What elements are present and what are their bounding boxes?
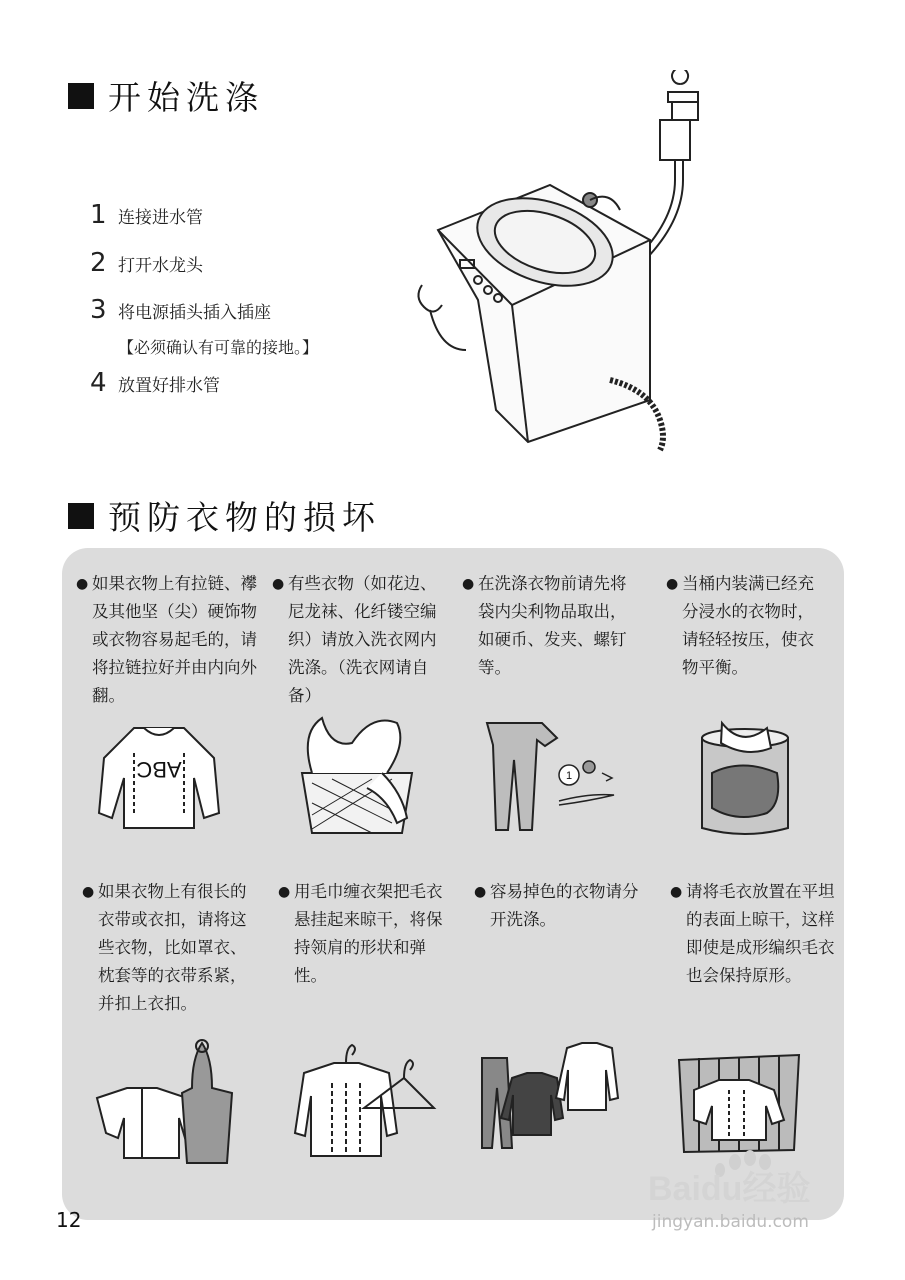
- sweater-letters: ABC: [136, 757, 182, 782]
- jacket-apron-illustration: [77, 1038, 247, 1168]
- tub-press-illustration: [692, 713, 802, 838]
- tip-item-tie-straps: [82, 878, 256, 1018]
- tip-text: 当桶内装满已经充分浸水的衣物时，请轻轻按压，使衣物平衡。: [682, 574, 814, 677]
- sweater-illustration: [94, 718, 224, 838]
- coin-label: 1: [565, 770, 573, 782]
- tip-text: 用毛巾缠衣架把毛衣悬挂起来晾干，将保持领肩的形状和弹性。: [294, 882, 443, 985]
- step-2: [90, 248, 203, 278]
- bullet-icon: ●: [670, 884, 683, 900]
- tip-text: 请将毛衣放置在平坦的表面上晾干，这样即使是成形编织毛衣也会保持原形。: [686, 882, 835, 985]
- step-4: [90, 368, 220, 398]
- sweater-hanger-illustration: [284, 1038, 444, 1168]
- section-title-prevent-damage: [68, 492, 381, 539]
- square-bullet-icon: [68, 503, 94, 529]
- tip-text: 有些衣物（如花边、尼龙袜、化纤镂空编织）请放入洗衣网内洗涤。（洗衣网请自备）: [288, 574, 437, 705]
- washing-machine-illustration: [400, 70, 700, 460]
- tip-item-hang-sweater: [278, 878, 454, 990]
- sweater-flat-illustration: [674, 1040, 804, 1165]
- bullet-icon: ●: [666, 576, 679, 592]
- step-number: 2: [90, 248, 107, 278]
- tip-item-press-gently: [666, 570, 822, 682]
- tip-text: 在洗涤衣物前请先将袋内尖利物品取出，如硬币、发夹、螺钉等。: [478, 574, 627, 677]
- tip-item-empty-pockets: [462, 570, 640, 682]
- step-label: 打开水龙头: [118, 256, 203, 276]
- watermark-brand: Baidu经验: [648, 1170, 811, 1208]
- square-bullet-icon: [68, 83, 94, 109]
- section-title-text: 预防衣物的损坏: [108, 498, 381, 537]
- tip-item-separate-colors: [474, 878, 642, 934]
- step-number: 1: [90, 200, 107, 230]
- laundry-net-illustration: [292, 713, 422, 838]
- tips-panel: [62, 548, 844, 1220]
- section-title-text: 开始洗涤: [108, 78, 264, 117]
- bullet-icon: ●: [82, 884, 95, 900]
- tip-text: 如果衣物上有拉链、襻及其他坚（尖）硬饰物或衣物容易起毛的，请将拉链拉好并由内向外翻。: [92, 574, 257, 705]
- step-label: 连接进水管: [118, 208, 203, 228]
- tip-text: 容易掉色的衣物请分开洗涤。: [490, 882, 639, 929]
- tip-text: 如果衣物上有很长的衣带或衣扣，请将这些衣物，比如罩衣、枕套等的衣带系紧，并扣上衣扣。: [98, 882, 247, 1013]
- page-number: 12: [56, 1208, 82, 1232]
- tip-item-dry-flat: [670, 878, 838, 990]
- bullet-icon: ●: [278, 884, 291, 900]
- colored-clothes-illustration: [472, 1038, 632, 1168]
- step-label: 放置好排水管: [118, 376, 220, 396]
- bullet-icon: ●: [474, 884, 487, 900]
- watermark-url: jingyan.baidu.com: [652, 1212, 809, 1232]
- section-title-start-washing: [68, 72, 264, 119]
- step-number: 4: [90, 368, 107, 398]
- step-3: [90, 295, 271, 325]
- bullet-icon: ●: [462, 576, 475, 592]
- grounding-note: 【必须确认有可靠的接地。】: [118, 338, 319, 357]
- bullet-icon: ●: [76, 576, 89, 592]
- pants-coins-illustration: [477, 713, 627, 838]
- baidu-watermark-logo: [640, 1150, 850, 1210]
- bullet-icon: ●: [272, 576, 285, 592]
- tip-item-laundry-net: [272, 570, 448, 710]
- step-label: 将电源插头插入插座: [118, 303, 271, 323]
- step-1: [90, 200, 203, 230]
- tip-item-zippers: [76, 570, 262, 710]
- step-number: 3: [90, 295, 107, 325]
